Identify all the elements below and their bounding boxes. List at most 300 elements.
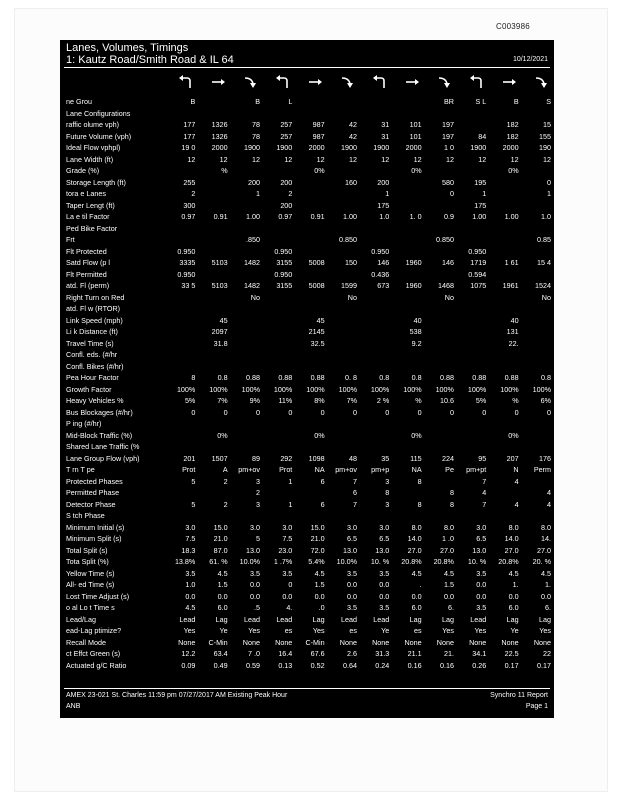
table-cell: C-Min bbox=[305, 637, 325, 647]
row-label: Heavy Vehicles % bbox=[66, 396, 124, 405]
table-cell: 32.5 bbox=[310, 338, 325, 348]
table-cell bbox=[295, 349, 327, 361]
table-cell bbox=[295, 361, 327, 373]
table-cell: 1960 bbox=[405, 258, 422, 267]
report-sheet bbox=[60, 40, 554, 718]
table-cell: BR bbox=[443, 97, 454, 106]
table-cell: 1524 bbox=[535, 281, 551, 290]
table-cell: 72.0 bbox=[310, 545, 325, 555]
table-cell: 15.0 bbox=[213, 522, 228, 532]
table-cell bbox=[295, 246, 327, 258]
row-label: Pea Hour Factor bbox=[66, 373, 119, 382]
table-cell: 7 bbox=[482, 499, 487, 509]
row-label: Recall Mode bbox=[66, 637, 106, 647]
table-cell: 84 bbox=[478, 131, 487, 141]
row-label: atd. Fl (perm) bbox=[66, 281, 110, 290]
table-cell: 1719 bbox=[470, 258, 487, 267]
table-cell: 13.0 bbox=[245, 545, 260, 555]
table-cell: 0.436 bbox=[371, 269, 390, 279]
table-cell bbox=[489, 510, 521, 522]
table-cell: None bbox=[469, 637, 487, 647]
table-cell bbox=[489, 349, 521, 361]
table-cell: 12 bbox=[543, 154, 551, 164]
table-cell bbox=[263, 108, 295, 120]
table-cell bbox=[425, 200, 457, 212]
table-cell: 1900 bbox=[470, 143, 487, 152]
table-cell bbox=[522, 476, 554, 488]
table-cell: 175 bbox=[377, 200, 390, 210]
table-cell: 160 bbox=[344, 177, 357, 187]
row-label: ct Effct Green (s) bbox=[66, 649, 121, 658]
table-cell: 0.594 bbox=[468, 269, 487, 279]
table-cell: 1. bbox=[545, 580, 551, 589]
table-cell: 0.52 bbox=[310, 660, 325, 670]
table-cell: 34.1 bbox=[472, 649, 487, 658]
table-cell: 292 bbox=[280, 453, 293, 463]
table-cell: 155 bbox=[539, 131, 551, 141]
right-turn-arrow-icon bbox=[235, 72, 265, 92]
table-row bbox=[60, 625, 554, 637]
row-label: Confl. Bikes (#/hr) bbox=[66, 361, 124, 371]
table-cell: Lag bbox=[539, 614, 551, 624]
table-cell bbox=[392, 108, 424, 120]
table-cell bbox=[328, 430, 360, 442]
row-label: Frt bbox=[66, 235, 75, 244]
table-cell: 0 bbox=[223, 407, 228, 417]
table-cell: 3.5 bbox=[249, 568, 260, 578]
table-cell: 6 bbox=[320, 476, 325, 486]
table-cell bbox=[522, 269, 554, 281]
table-cell bbox=[360, 165, 392, 177]
table-cell bbox=[360, 303, 392, 315]
table-cell: 22.5 bbox=[504, 649, 519, 658]
table-cell: S bbox=[546, 97, 551, 106]
table-cell: 0.13 bbox=[278, 660, 293, 670]
table-cell: es bbox=[414, 626, 422, 635]
row-label: Growth Factor bbox=[66, 384, 112, 394]
table-row bbox=[60, 119, 554, 131]
table-cell bbox=[522, 349, 554, 361]
table-cell bbox=[263, 315, 295, 327]
table-cell: Ye bbox=[219, 626, 228, 635]
table-cell: 3.0 bbox=[346, 522, 357, 532]
intersection-name: 1: Kautz Road/Smith Road & IL 64 bbox=[66, 54, 234, 66]
table-cell: 0.0 bbox=[541, 591, 551, 601]
row-label: Minimum Initial (s) bbox=[66, 522, 125, 532]
table-cell: 146 bbox=[377, 258, 390, 267]
table-cell: 0.26 bbox=[472, 660, 487, 670]
table-cell bbox=[328, 315, 360, 327]
table-row bbox=[60, 326, 554, 338]
table-cell: 257 bbox=[280, 131, 293, 141]
table-cell bbox=[231, 418, 263, 430]
table-cell bbox=[328, 338, 360, 350]
table-cell: 3.0 bbox=[476, 522, 487, 532]
table-cell bbox=[166, 441, 198, 453]
table-cell: L bbox=[288, 97, 293, 106]
table-cell: 20.8% bbox=[401, 557, 422, 566]
table-cell: 3.5 bbox=[346, 603, 357, 612]
table-row bbox=[60, 510, 554, 522]
table-row bbox=[60, 602, 554, 614]
row-label: Tota Split (%) bbox=[66, 557, 109, 566]
table-cell bbox=[328, 441, 360, 453]
table-row bbox=[60, 614, 554, 626]
table-cell bbox=[392, 234, 424, 246]
table-cell: 115 bbox=[410, 453, 422, 463]
table-cell bbox=[489, 223, 521, 235]
table-cell: 987 bbox=[312, 120, 325, 129]
table-cell: 1.00 bbox=[245, 212, 260, 221]
table-cell: 7 .0 bbox=[247, 649, 260, 658]
table-cell: 31 bbox=[381, 120, 390, 129]
table-cell: 100% bbox=[500, 384, 519, 394]
table-cell: Yes bbox=[312, 626, 325, 635]
table-cell: 0.0 bbox=[379, 591, 390, 601]
table-cell bbox=[328, 188, 360, 200]
table-cell bbox=[263, 418, 295, 430]
table-cell: 0% bbox=[508, 430, 519, 440]
table-cell bbox=[198, 177, 230, 189]
table-cell: 4 bbox=[547, 488, 551, 497]
table-cell bbox=[392, 303, 424, 315]
table-cell: 1 61 bbox=[504, 258, 519, 267]
table-cell: 0.0 bbox=[185, 591, 196, 601]
table-cell: 177 bbox=[183, 120, 196, 129]
table-cell: 40 bbox=[413, 315, 422, 325]
table-cell: 3.5 bbox=[185, 568, 196, 578]
table-cell bbox=[425, 269, 457, 281]
table-cell: 0.17 bbox=[504, 660, 519, 670]
table-cell bbox=[457, 326, 489, 338]
table-cell bbox=[457, 108, 489, 120]
table-cell: No bbox=[347, 292, 357, 302]
row-label: Future Volume (vph) bbox=[66, 131, 132, 141]
table-cell: 580 bbox=[441, 177, 454, 187]
table-cell: S L bbox=[475, 97, 487, 106]
row-label: ead-Lag ptimize? bbox=[66, 626, 122, 635]
table-row bbox=[60, 522, 554, 534]
table-cell: Lead bbox=[340, 614, 357, 624]
table-cell: B bbox=[190, 97, 196, 106]
table-row bbox=[60, 177, 554, 189]
table-cell: 300 bbox=[183, 200, 196, 210]
table-cell bbox=[263, 361, 295, 373]
table-cell: 21. bbox=[443, 649, 454, 658]
table-cell bbox=[489, 418, 521, 430]
table-cell: 0% bbox=[411, 166, 422, 175]
table-cell: 0.97 bbox=[181, 212, 196, 221]
table-cell bbox=[231, 430, 263, 442]
table-cell: B bbox=[513, 97, 519, 106]
table-cell: 7 bbox=[352, 476, 357, 486]
table-cell: 4 bbox=[547, 499, 551, 509]
table-row bbox=[60, 533, 554, 545]
table-cell: 1. 0 bbox=[409, 212, 422, 221]
table-row bbox=[60, 165, 554, 177]
table-cell: 2000 bbox=[405, 143, 422, 152]
table-cell: 8.0 bbox=[508, 522, 519, 532]
table-cell bbox=[489, 234, 521, 246]
table-cell: 2 bbox=[255, 488, 260, 497]
table-cell: 146 bbox=[441, 258, 454, 267]
table-cell bbox=[328, 96, 360, 108]
table-cell: 12 bbox=[478, 154, 487, 164]
table-cell: 5 bbox=[255, 534, 260, 543]
table-cell: 182 bbox=[506, 131, 519, 141]
row-label: Lane Width (ft) bbox=[66, 154, 114, 164]
table-cell: 0.0 bbox=[217, 591, 228, 601]
table-cell: 0.88 bbox=[472, 373, 487, 382]
table-row bbox=[60, 361, 554, 373]
table-cell: Yes bbox=[183, 626, 196, 635]
table-cell bbox=[425, 361, 457, 373]
table-cell: 200 bbox=[377, 177, 390, 187]
table-cell: 8 bbox=[191, 373, 196, 382]
table-cell: Lead bbox=[243, 614, 260, 624]
table-cell: 18.3 bbox=[181, 545, 196, 555]
table-cell bbox=[263, 234, 295, 246]
table-cell: 21.0 bbox=[213, 534, 228, 543]
table-cell bbox=[457, 441, 489, 453]
table-cell: 987 bbox=[312, 131, 325, 141]
table-cell bbox=[457, 234, 489, 246]
table-cell: 4.5 bbox=[443, 568, 454, 578]
table-cell bbox=[295, 108, 327, 120]
table-cell: NA bbox=[314, 465, 325, 474]
table-cell bbox=[522, 200, 554, 212]
table-cell: 101 bbox=[409, 120, 422, 129]
table-cell bbox=[328, 349, 360, 361]
table-cell: 0.64 bbox=[342, 660, 357, 670]
table-cell bbox=[198, 487, 230, 499]
table-cell: 1.5 bbox=[443, 580, 454, 589]
table-cell: 3 bbox=[385, 499, 390, 509]
row-label: Flt Protected bbox=[66, 246, 107, 256]
table-cell: es bbox=[349, 626, 357, 635]
table-cell: 8.0 bbox=[443, 522, 454, 532]
table-cell: 0 bbox=[482, 407, 487, 417]
table-cell: 0.850 bbox=[338, 235, 357, 244]
table-cell: 12 bbox=[381, 154, 390, 164]
row-label: Right Turn on Red bbox=[66, 292, 125, 302]
table-cell: 0.91 bbox=[213, 212, 228, 221]
row-label: Satd Flow (p l bbox=[66, 258, 110, 267]
table-cell: None bbox=[339, 637, 357, 647]
table-cell: 0.88 bbox=[439, 373, 454, 382]
table-cell bbox=[392, 269, 424, 281]
table-cell: 1900 bbox=[373, 143, 390, 152]
table-cell bbox=[231, 338, 263, 350]
table-cell bbox=[489, 292, 521, 304]
table-cell bbox=[198, 234, 230, 246]
table-cell: 61. % bbox=[209, 557, 228, 566]
table-row bbox=[60, 315, 554, 327]
table-cell: 3 bbox=[385, 476, 390, 486]
table-cell bbox=[522, 303, 554, 315]
table-cell: 5% bbox=[475, 396, 487, 405]
table-cell: 0 bbox=[449, 407, 454, 417]
table-cell: 0 bbox=[320, 407, 325, 417]
table-cell bbox=[425, 349, 457, 361]
table-cell bbox=[328, 108, 360, 120]
table-cell: 182 bbox=[506, 120, 519, 129]
table-cell bbox=[198, 96, 230, 108]
table-cell: Yes bbox=[539, 626, 551, 635]
table-cell: 0 bbox=[288, 580, 293, 589]
table-row bbox=[60, 430, 554, 442]
table-cell bbox=[522, 108, 554, 120]
table-cell: 6.0 bbox=[411, 603, 422, 612]
row-label: Minimum Split (s) bbox=[66, 534, 122, 543]
table-cell bbox=[198, 269, 230, 281]
table-cell: 95 bbox=[478, 453, 487, 463]
table-cell: 0% bbox=[508, 166, 519, 175]
table-cell: 0.0 bbox=[476, 591, 487, 601]
table-cell: 22. bbox=[508, 338, 519, 348]
table-cell bbox=[425, 430, 457, 442]
table-cell: 20. % bbox=[532, 557, 551, 566]
table-cell: 1 bbox=[482, 189, 487, 198]
table-cell: None bbox=[275, 637, 293, 647]
table-cell: 2000 bbox=[502, 143, 519, 152]
table-cell bbox=[295, 177, 327, 189]
table-cell: 0 bbox=[255, 407, 260, 417]
table-cell: 0.9 bbox=[443, 212, 454, 221]
table-row bbox=[60, 292, 554, 304]
table-row bbox=[60, 269, 554, 281]
table-cell bbox=[360, 234, 392, 246]
row-label: tora e Lanes bbox=[66, 189, 106, 198]
table-cell: Yes bbox=[442, 626, 454, 635]
row-label: Flt Permitted bbox=[66, 269, 107, 279]
table-cell bbox=[263, 223, 295, 235]
table-cell: % bbox=[221, 166, 228, 175]
table-cell: 14. bbox=[541, 534, 551, 543]
table-cell: 0.97 bbox=[278, 212, 293, 221]
table-cell bbox=[166, 430, 198, 442]
table-cell bbox=[425, 441, 457, 453]
table-cell: 4.5 bbox=[541, 568, 551, 578]
table-row bbox=[60, 188, 554, 200]
table-cell: 8 bbox=[449, 488, 454, 497]
table-cell: 1.0 bbox=[185, 580, 196, 589]
table-cell: 12 bbox=[251, 154, 260, 164]
table-row bbox=[60, 234, 554, 246]
table-cell: 100% bbox=[209, 384, 228, 394]
table-cell: 0.0 bbox=[476, 580, 487, 589]
table-cell: 4.5 bbox=[508, 568, 519, 578]
table-cell bbox=[295, 200, 327, 212]
table-row bbox=[60, 200, 554, 212]
table-cell bbox=[392, 292, 424, 304]
table-cell bbox=[522, 246, 554, 258]
table-row bbox=[60, 441, 554, 453]
table-cell bbox=[166, 487, 198, 499]
table-cell bbox=[392, 246, 424, 258]
table-cell bbox=[198, 292, 230, 304]
table-cell: 0% bbox=[217, 430, 228, 440]
table-cell bbox=[522, 430, 554, 442]
table-cell bbox=[489, 188, 521, 200]
table-cell bbox=[263, 441, 295, 453]
table-cell: None bbox=[436, 637, 454, 647]
table-cell bbox=[328, 269, 360, 281]
table-cell: C-Min bbox=[208, 637, 228, 647]
table-cell: 1468 bbox=[437, 281, 454, 290]
table-cell: 3.5 bbox=[476, 568, 487, 578]
table-row bbox=[60, 257, 554, 269]
table-cell: 0.0 bbox=[249, 580, 260, 589]
table-cell bbox=[425, 108, 457, 120]
table-cell: 3.5 bbox=[379, 603, 390, 612]
table-cell: B bbox=[255, 97, 260, 106]
table-cell bbox=[489, 108, 521, 120]
table-cell: 13.0 bbox=[472, 545, 487, 555]
table-cell bbox=[231, 349, 263, 361]
table-cell: 197 bbox=[441, 131, 454, 141]
table-cell: 0 bbox=[191, 407, 196, 417]
table-cell: 0.950 bbox=[371, 246, 390, 256]
table-cell: Prot bbox=[279, 465, 293, 474]
table-cell bbox=[489, 246, 521, 258]
table-cell: 19 0 bbox=[181, 143, 196, 152]
table-cell: 5% bbox=[184, 396, 196, 405]
table-cell bbox=[392, 361, 424, 373]
table-cell bbox=[425, 165, 457, 177]
table-cell: No bbox=[541, 292, 551, 302]
right-turn-arrow-icon bbox=[332, 72, 362, 92]
table-cell: 0 bbox=[547, 177, 551, 187]
table-row bbox=[60, 660, 554, 672]
table-cell bbox=[425, 246, 457, 258]
table-cell bbox=[489, 361, 521, 373]
table-cell: 3155 bbox=[276, 281, 293, 290]
through-arrow-icon bbox=[494, 72, 524, 92]
table-cell: 14.0 bbox=[407, 534, 422, 543]
table-cell: .850 bbox=[245, 235, 260, 244]
table-cell: 78 bbox=[251, 131, 260, 141]
table-row bbox=[60, 384, 554, 396]
table-cell: 6 bbox=[352, 488, 357, 497]
table-cell: 0.0 bbox=[346, 591, 357, 601]
table-cell: 1900 bbox=[243, 143, 260, 152]
row-label: Storage Length (ft) bbox=[66, 177, 126, 187]
table-cell: 100% bbox=[241, 384, 260, 394]
table-cell: 100% bbox=[467, 384, 487, 394]
table-cell bbox=[457, 430, 489, 442]
table-cell: 1 bbox=[385, 189, 390, 198]
table-cell: 8 bbox=[449, 499, 454, 509]
table-cell: 5103 bbox=[211, 281, 228, 290]
table-cell: 3.5 bbox=[476, 603, 487, 612]
table-cell: 1326 bbox=[211, 120, 228, 129]
table-cell bbox=[198, 510, 230, 522]
table-cell: 23.0 bbox=[278, 545, 293, 555]
row-label: Travel Time (s) bbox=[66, 338, 114, 348]
table-cell: 200 bbox=[247, 177, 260, 187]
table-cell bbox=[231, 315, 263, 327]
row-label: Actuated g/C Ratio bbox=[66, 660, 127, 670]
table-cell bbox=[166, 223, 198, 235]
table-cell bbox=[231, 441, 263, 453]
table-cell bbox=[457, 349, 489, 361]
timing-table bbox=[60, 96, 554, 671]
table-cell: es bbox=[284, 626, 293, 635]
table-cell: 12 bbox=[284, 154, 293, 164]
table-cell bbox=[328, 223, 360, 235]
table-cell: None bbox=[404, 637, 422, 647]
